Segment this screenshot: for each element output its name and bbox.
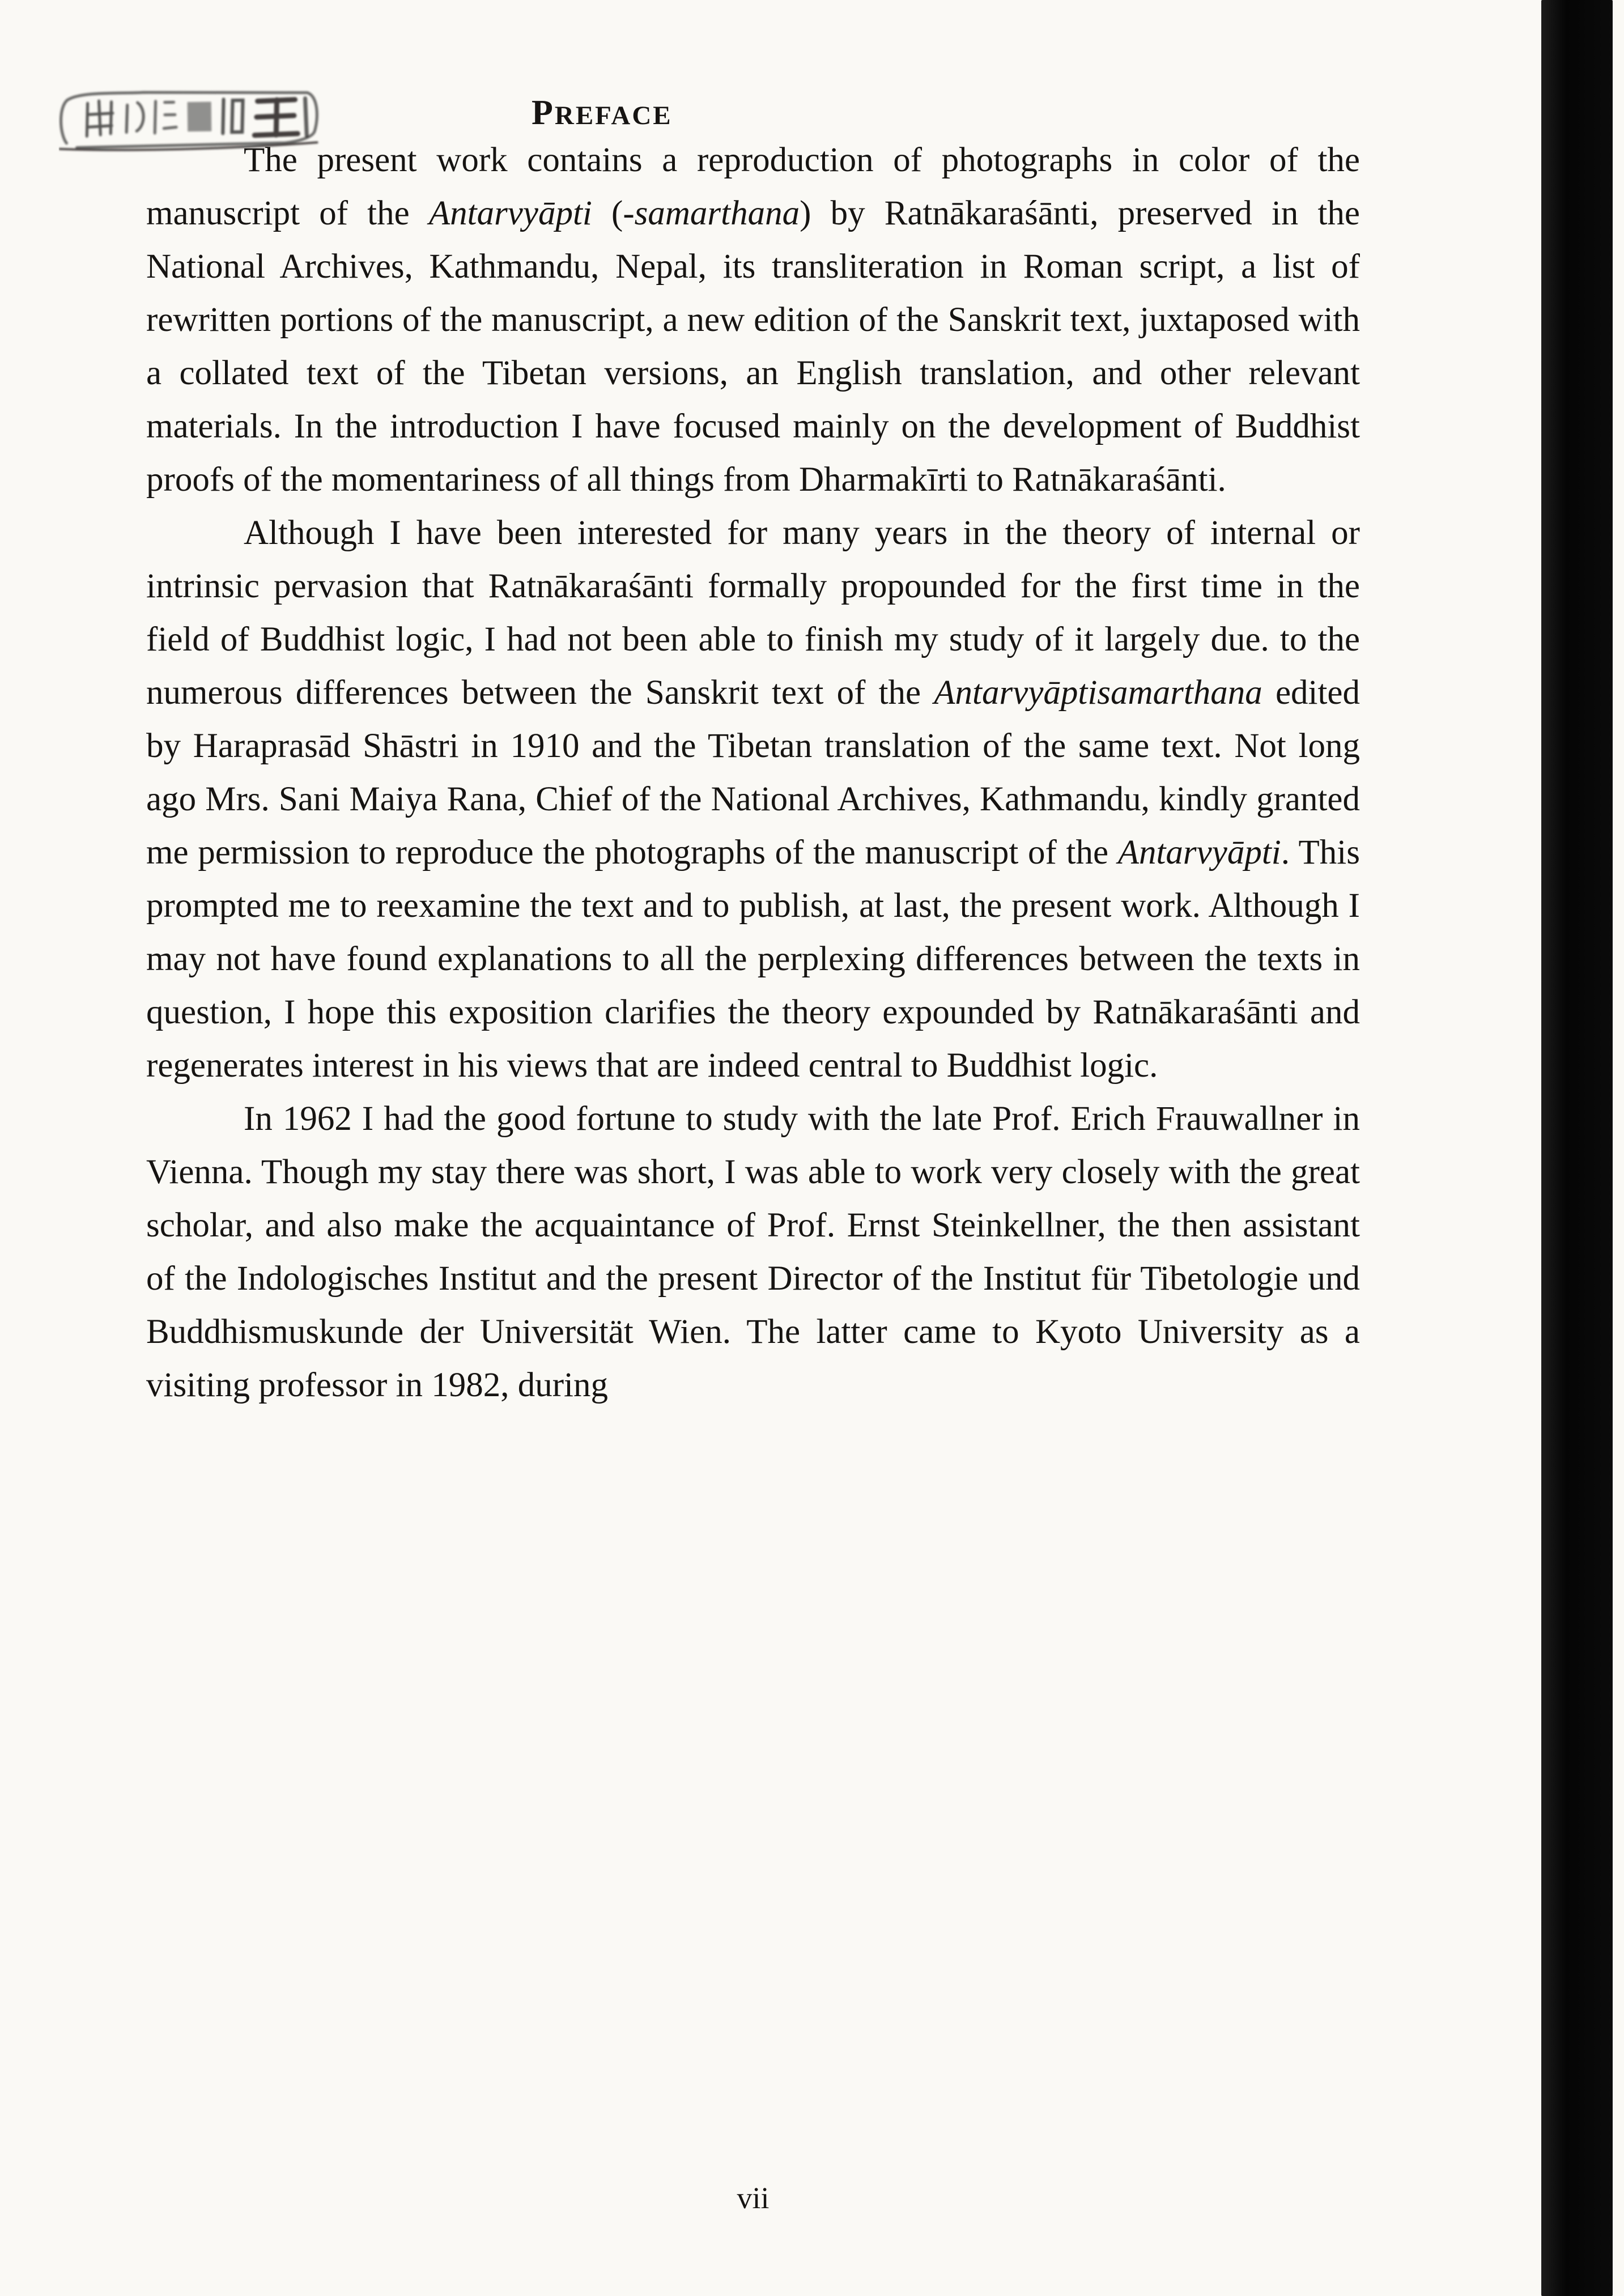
text-run: . This prompted me to reexamine the text and to publish, at last, the present work. Although I may not have found explanations to all the perplexing differences between the texts in question, I hope this exposition clarifies the theory expounded by Ratnākaraśānti and regenerates interest in his views that are indeed central to Buddhist logic. — [146, 834, 1360, 1085]
page-title: PREFACE — [532, 93, 673, 132]
paragraph — [146, 1092, 1360, 1412]
italic-term: Antarvyāpti — [428, 194, 592, 232]
italic-term: Antarvyāptisamarthana — [934, 674, 1262, 712]
page-number: vii — [737, 2181, 770, 2215]
text-run: The present work contains a reproduction of photographs in color of the manuscript of the — [146, 141, 1360, 232]
text-run: Although I have been interested for many years in the theory of internal or intrinsic pervasion that Ratnākaraśānti formally propounded for the first time in the field of Buddhist logic, I had not been able to finish my study of it largely due. to the numerous differences between the Sanskrit text of the — [146, 514, 1360, 712]
italic-term: -samarthana — [623, 194, 800, 232]
paragraph — [146, 134, 1360, 507]
text-run: edited by Haraprasād Shāstri in 1910 and the Tibetan translation of the same text. Not long ago Mrs. Sani Maiya Rana, Chief of the National Archives, Kathmandu, kindly granted me permission to reproduce the photographs of the manuscript of the — [146, 674, 1360, 871]
italic-term: Antarvyāpti — [1117, 834, 1281, 871]
text-run: ) by Ratnākaraśānti, preserved in the National Archives, Kathmandu, Nepal, its transliteration in Roman script, a list of rewritten portions of the manuscript, a new edition of the Sanskrit text, juxtaposed with a collated text of the Tibetan versions, an English translation, and other relevant materials. In the introduction I have focused mainly on the development of Buddhist proofs of the momentariness of all things from Dharmakīrti to Ratnākaraśānti. — [146, 194, 1360, 499]
text-run: In 1962 I had the good fortune to study with the late Prof. Erich Frauwallner in Vienna. Though my stay there was short, I was able to work very closely with the great scholar, and also make the acquaintance of Prof. Ernst Steinkellner, the then assistant of the Indologisches Institut and the present Director of the Institut für Tibetologie und Buddhismuskunde der Universität Wien. The latter came to Kyoto University as a visiting professor in 1982, during — [146, 1100, 1360, 1404]
preface-text — [146, 134, 1360, 1412]
book-binding-shadow — [1541, 0, 1613, 2296]
paragraph — [146, 507, 1360, 1092]
text-run: ( — [592, 194, 623, 232]
